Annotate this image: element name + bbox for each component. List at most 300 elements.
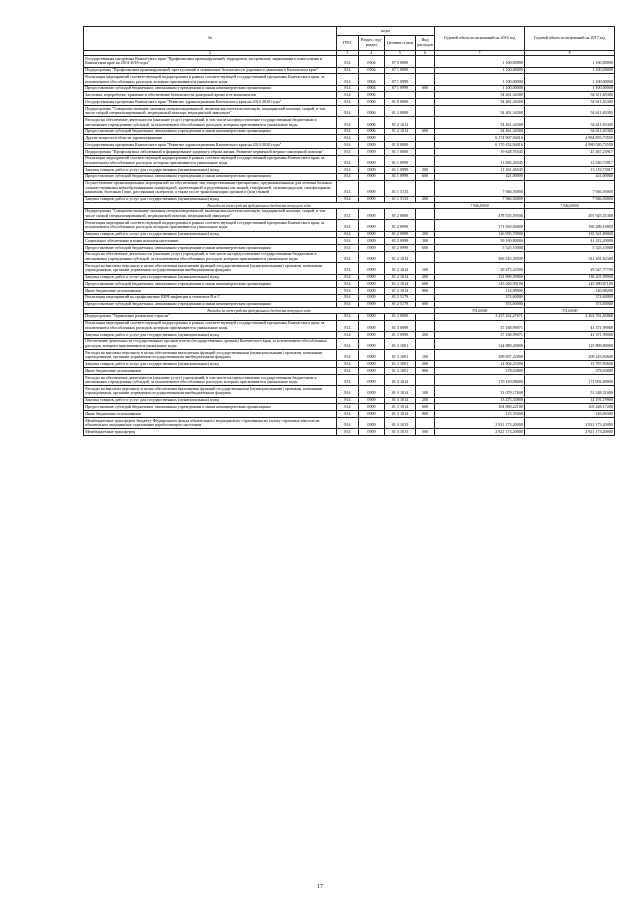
amount-2016: 5 525,10000 — [435, 245, 525, 252]
grbs-code: 814 — [337, 67, 359, 74]
amount-2016: 14 904,23300 — [435, 361, 525, 368]
table-row — [84, 411, 615, 418]
grbs-code: 814 — [337, 245, 359, 252]
grbs-code: 814 — [337, 411, 359, 418]
amount-2017: 41 371,99068 — [525, 331, 615, 338]
expense-type-code: 600 — [416, 245, 435, 252]
expense-type-code: 600 — [416, 173, 435, 180]
table-body — [84, 56, 615, 436]
target-code: 07 1 0000 — [385, 67, 416, 74]
expense-type-code — [416, 74, 435, 85]
amount-2017: 41 222,20000 — [525, 238, 615, 245]
amount-2017: 180 289,10000 — [525, 220, 615, 231]
table-row — [84, 135, 615, 142]
amount-2016: 39 169,80000 — [435, 238, 525, 245]
expense-type-code: 200 — [416, 331, 435, 338]
section-code: 0909 — [359, 167, 385, 174]
expense-name: Межбюджетные трансферты — [84, 429, 337, 436]
grbs-code: 814 — [337, 135, 359, 142]
amount-2017: 7 946,50000 — [525, 180, 615, 196]
expense-name: Предоставление субсидий бюджетным, автономным учреждениям и иным некоммерческим организациям — [84, 245, 337, 252]
amount-2016: 7 946,50000 — [435, 180, 525, 196]
column-number: 7 — [435, 51, 525, 56]
amount-2017: 54 611,65300 — [525, 92, 615, 99]
amount-2017: 136 201,99000 — [525, 274, 615, 281]
expense-name: Подпрограмма "Управление развитием отрасли" — [84, 313, 337, 320]
amount-2016: 11 261,26545 — [435, 167, 525, 174]
table-row — [84, 338, 615, 349]
target-code: 01 2 1014 — [385, 251, 416, 262]
expense-name: Подпрограмма "Профилактика правонарушений, преступлений и повышение безопасности дорожного движения в Камчатском крае" — [84, 67, 337, 74]
target-code: 07 1 0999 — [385, 74, 416, 85]
grbs-code: 814 — [337, 142, 359, 149]
expense-type-code: 100 — [416, 263, 435, 274]
target-code: 01 3 1001 — [385, 368, 416, 375]
amount-2017: 5 525,10000 — [525, 245, 615, 252]
expense-type-code: 200 — [416, 397, 435, 404]
amount-2017: 15 787,83600 — [525, 361, 615, 368]
table-row — [84, 167, 615, 174]
table-row — [84, 173, 615, 180]
section-code: 0909 — [359, 173, 385, 180]
grbs-code: 814 — [337, 263, 359, 274]
table-row — [84, 301, 615, 308]
grbs-code: 814 — [337, 417, 359, 428]
col-header-2016: Годовой объем ассигнований на 2016 год — [435, 27, 525, 51]
expense-type-code: 600 — [416, 128, 435, 135]
amount-2017: 1 100,00000 — [525, 85, 615, 92]
grbs-code: 814 — [337, 56, 359, 67]
table-row — [84, 106, 615, 117]
amount-2017: 4 980 020,73550 — [525, 142, 615, 149]
grbs-code: 814 — [337, 397, 359, 404]
expense-type-code: 200 — [416, 167, 435, 174]
amount-2017: 13 540,73917 — [525, 155, 615, 166]
column-number: 5 — [385, 51, 416, 56]
table-row — [84, 238, 615, 245]
section-code: 0909 — [359, 374, 385, 385]
amount-2016: 54 461,34300 — [435, 128, 525, 135]
amount-2016: 51 079,17600 — [435, 386, 525, 397]
section-code: 0909 — [359, 417, 385, 428]
amount-2016: 170 149,08600 — [435, 374, 525, 385]
target-code: 01 2 1014 — [385, 288, 416, 295]
target-code — [385, 135, 416, 142]
table-row — [84, 368, 615, 375]
table-row — [84, 245, 615, 252]
section-code: 0909 — [359, 404, 385, 411]
expense-name: Межбюджетные трансферты бюджету Федерального фонда обязательного медицинского страхования на уплату страховых взносов на обязательное медицинское страхование неработающего населения — [84, 417, 337, 428]
amount-2017: 54 611,65300 — [525, 99, 615, 106]
expense-type-code — [416, 294, 435, 301]
section-code: 0909 — [359, 313, 385, 320]
table-row — [84, 196, 615, 203]
section-code: 0909 — [359, 155, 385, 166]
expense-type-code — [416, 417, 435, 428]
target-code: 01 3 1014 — [385, 374, 416, 385]
amount-2017: 2 921 173,20000 — [525, 417, 615, 428]
grbs-code: 814 — [337, 294, 359, 301]
section-code: 0906 — [359, 92, 385, 99]
expense-name: Предоставление субсидий бюджетным, автономным учреждениям и иным некоммерческим организациям — [84, 128, 337, 135]
expense-type-code — [416, 220, 435, 231]
expense-type-code: 300 — [416, 238, 435, 245]
target-code: 01 2 1014 — [385, 128, 416, 135]
expense-name: Подпрограмма "Профилактика заболеваний и формирование здорового образа жизни. Развитие первичной медико-санитарной помощи" — [84, 148, 337, 155]
target-code: 01 3 0000 — [385, 313, 416, 320]
section-code: 0909 — [359, 245, 385, 252]
section-code: 0909 — [359, 294, 385, 301]
target-code: 01 2 0000 — [385, 106, 416, 117]
section-code: 0909 — [359, 220, 385, 231]
amount-2016: 3 257 162,27671 — [435, 313, 525, 320]
table-row — [84, 404, 615, 411]
grbs-code: 814 — [337, 74, 359, 85]
table-row — [84, 99, 615, 106]
expense-name: Предоставление субсидий бюджетным, автономным учреждениям и иным некоммерческим организациям — [84, 301, 337, 308]
expense-type-code — [416, 374, 435, 385]
table-row — [84, 417, 615, 428]
expense-type-code — [416, 338, 435, 349]
grbs-code: 814 — [337, 374, 359, 385]
table-row — [84, 208, 615, 219]
expense-type-code — [416, 142, 435, 149]
amount-2016: 104 869,22100 — [435, 404, 525, 411]
grbs-code: 814 — [337, 117, 359, 128]
expense-type-code — [416, 180, 435, 196]
amount-2016: 54 461,34300 — [435, 106, 525, 117]
grbs-code: 814 — [337, 128, 359, 135]
amount-2016: 145 020,59100 — [435, 281, 525, 288]
table-row — [84, 281, 615, 288]
amount-2016: 278,03800 — [435, 368, 525, 375]
amount-2016: 6 170 432,94016 — [435, 142, 525, 149]
grbs-code: 814 — [337, 155, 359, 166]
amount-2016: 125,35000 — [435, 411, 525, 418]
target-code: 01 0 0000 — [385, 99, 416, 106]
section-code: 0904 — [359, 74, 385, 85]
column-number: 8 — [525, 51, 615, 56]
amount-2017: 1 100,00000 — [525, 56, 615, 67]
amount-2016: 374,60000 — [435, 308, 525, 314]
table-row — [84, 313, 615, 320]
amount-2017: 29 547,77700 — [525, 263, 615, 274]
expense-name: Реализация мероприятий по профилактике ВИЧ-инфекции и гепатитов В и С — [84, 294, 337, 301]
grbs-code: 814 — [337, 313, 359, 320]
grbs-code: 814 — [337, 320, 359, 331]
amount-2016: 1 100,00000 — [435, 74, 525, 85]
table-row — [84, 294, 615, 301]
grbs-code: 814 — [337, 148, 359, 155]
target-code: 07 1 0999 — [385, 85, 416, 92]
grbs-code: 814 — [337, 173, 359, 180]
expense-type-code — [416, 208, 435, 219]
section-code: 0909 — [359, 361, 385, 368]
target-code: 01 2 0999 — [385, 245, 416, 252]
grbs-code: 814 — [337, 338, 359, 349]
target-code: 01 3 1014 — [385, 404, 416, 411]
amount-2017: 374,60000 — [525, 308, 615, 314]
target-code: 01 2 1014 — [385, 281, 416, 288]
table-row — [84, 92, 615, 99]
expense-type-code: 800 — [416, 368, 435, 375]
expense-type-code: 600 — [416, 404, 435, 411]
target-code: 01 2 0999 — [385, 231, 416, 238]
expense-name: Закупка товаров, работ и услуг для государственных (муниципальных) нужд — [84, 231, 337, 238]
amount-2016: 2 921 173,20000 — [435, 429, 525, 436]
amount-2017: 4 984 855,73550 — [525, 135, 615, 142]
amount-2017: 374,60000 — [525, 301, 615, 308]
amount-2016: 124 880,20000 — [435, 338, 525, 349]
section-code: 0906 — [359, 106, 385, 117]
target-code: 01 3 1014 — [385, 397, 416, 404]
expense-name: Иные бюджетные ассигнования — [84, 288, 337, 295]
expense-name: Расходы на обеспечение деятельности (оказание услуг) учреждений, в том числе на предоставление государственным бюджетным и автономным учреждениям субсидий, за исключением обособленных расходов, которым присваиваются уникальные коды — [84, 374, 337, 385]
expense-name: Заготовка, переработка, хранение и обеспечение безопасности донорской крови и ее компонентов — [84, 92, 337, 99]
expense-type-code: 200 — [416, 361, 435, 368]
target-code: 01 3 1014 — [385, 411, 416, 418]
target-code: 01 0 0000 — [385, 142, 416, 149]
amount-2016: 171 650,60000 — [435, 220, 525, 231]
expense-name: Закупка товаров, работ и услуг для государственных (муниципальных) нужд — [84, 196, 337, 203]
expense-name: Реализация мероприятий соответствующей подпрограммы в рамках соответствующей государственной программы Камчатского края, за исключением обособленных расходов, которым присваиваются уникальные коды — [84, 320, 337, 331]
amount-2016: 7 946,50000 — [435, 203, 525, 209]
target-code: 01 2 1014 — [385, 263, 416, 274]
target-code: 01 2 1014 — [385, 274, 416, 281]
section-code: 0909 — [359, 208, 385, 219]
table-row — [84, 350, 615, 361]
section-code: 0909 — [359, 274, 385, 281]
grbs-code: 814 — [337, 220, 359, 231]
amount-2017: 21 467,23917 — [525, 148, 615, 155]
table-row — [84, 67, 615, 74]
amount-2016: 1 100,00000 — [435, 67, 525, 74]
target-code: 01 3 1001 — [385, 361, 416, 368]
expense-name: Иные бюджетные ассигнования — [84, 411, 337, 418]
amount-2017: 3 263 781,65868 — [525, 313, 615, 320]
section-code: 0909 — [359, 350, 385, 361]
section-code: 0904 — [359, 56, 385, 67]
expense-name: Осуществление организационных мероприятий по обеспечению лиц лекарственными препаратами, предназначенными для лечения больных злокачественными новообразованиями лимфоидной, кроветворной и родственных им тканей, гемофилией, муковисцидозом, гипофизарным нанизмом, болезнью Гоше, рассеянным склерозом, а также после трансплантации органов и (или) тканей — [84, 180, 337, 196]
expense-name: Подпрограмма "Совершенствование оказания специализированной, включая высокотехнологичную, медицинской помощи, скорой, в том числе скорой специализированной, медицинской помощи, медицинской эвакуации" — [84, 106, 337, 117]
table-row — [84, 251, 615, 262]
amount-2016: 54 461,34300 — [435, 92, 525, 99]
amount-2017: 374,60000 — [525, 294, 615, 301]
amount-2016: 37 168,99071 — [435, 331, 525, 338]
amount-2017: 311 261,62300 — [525, 251, 615, 262]
section-code: 0909 — [359, 142, 385, 149]
amount-2016: 37 168,99071 — [435, 320, 525, 331]
target-code: 01 2 5179 — [385, 294, 416, 301]
section-code: 0909 — [359, 148, 385, 155]
amount-2016: 13 475,33900 — [435, 397, 525, 404]
expense-type-code: 800 — [416, 411, 435, 418]
target-code: 01 2 0999 — [385, 220, 416, 231]
col-header-expense-type: Вид расходов — [416, 36, 435, 51]
amount-2017: 54 611,65300 — [525, 128, 615, 135]
col-header-grbs: ГРБС — [337, 36, 359, 51]
expense-type-code: 600 — [416, 281, 435, 288]
table-row — [84, 155, 615, 166]
expense-type-code — [416, 106, 435, 117]
target-code: 01 3 0999 — [385, 320, 416, 331]
expense-type-code — [416, 251, 435, 262]
amount-2017: 54 611,65300 — [525, 117, 615, 128]
target-code: 01 3 0999 — [385, 331, 416, 338]
table-row — [84, 361, 615, 368]
expense-type-code — [416, 148, 435, 155]
expense-name: Расходы на выплаты персоналу в целях обеспечения выполнения функций государственными (муниципальными) органами, казенными учреждениями, органами управления государственными внебюджетными фондами — [84, 263, 337, 274]
section-code: 0906 — [359, 128, 385, 135]
amount-2017: 7 946,50000 — [525, 203, 615, 209]
table-row — [84, 274, 615, 281]
amount-2016: 11 682,26545 — [435, 155, 525, 166]
page-number: 17 — [317, 884, 323, 890]
table-row — [84, 56, 615, 67]
grbs-code: 814 — [337, 251, 359, 262]
amount-2016: 109 697,22000 — [435, 350, 525, 361]
amount-2016: 374,60000 — [435, 294, 525, 301]
amount-2016: 126 955,70000 — [435, 231, 525, 238]
grbs-code: 814 — [337, 288, 359, 295]
table-row — [84, 180, 615, 196]
table-row — [84, 231, 615, 238]
expense-name: Закупка товаров, работ и услуг для государственных (муниципальных) нужд — [84, 274, 337, 281]
amount-2017: 2 921 173,20000 — [525, 429, 615, 436]
expense-name: Закупка товаров, работ и услуг для государственных (муниципальных) нужд — [84, 397, 337, 404]
grbs-code: 814 — [337, 208, 359, 219]
expense-type-code — [416, 56, 435, 67]
target-code: 01 1 0000 — [385, 148, 416, 155]
grbs-code: 814 — [337, 368, 359, 375]
expense-name: Государственная программа Камчатского края "Развитие здравоохранения Камчатского края на 2014-2020 годы" — [84, 99, 337, 106]
expense-type-code — [416, 117, 435, 128]
amount-2017: 421,00000 — [525, 173, 615, 180]
amount-2016: 1 100,00000 — [435, 56, 525, 67]
section-code: 0909 — [359, 251, 385, 262]
section-code: 0909 — [359, 331, 385, 338]
section-code: 0909 — [359, 238, 385, 245]
amount-2017: 171 092,69000 — [525, 374, 615, 385]
expense-name: Предоставление субсидий бюджетным, автономным учреждениям и иным некоммерческим организациям — [84, 173, 337, 180]
amount-2016: 306 510,39500 — [435, 251, 525, 262]
grbs-code: 814 — [337, 281, 359, 288]
col-header-no: № — [84, 27, 337, 51]
expense-name: Социальное обеспечение и иные выплаты населению — [84, 238, 337, 245]
grbs-code: 814 — [337, 92, 359, 99]
section-code: 0909 — [359, 368, 385, 375]
target-code: 01 2 1014 — [385, 117, 416, 128]
column-number: 2 — [84, 51, 337, 56]
expense-type-code: 800 — [416, 288, 435, 295]
target-code: 01 3 1015 — [385, 429, 416, 436]
funding-source-note: Расходы за счет средств федерального бюджета текущего года — [84, 308, 435, 314]
expense-name: Закупка товаров, работ и услуг для государственных (муниципальных) нужд — [84, 361, 337, 368]
expense-name: Расходы на выплаты персоналу в целях обеспечения выполнения функций государственными (муниципальными) органами, казенными учреждениями, органами управления государственными внебюджетными фондами — [84, 350, 337, 361]
amount-2016: 6 174 907,94016 — [435, 135, 525, 142]
column-number: 6 — [416, 51, 435, 56]
amount-2016: 19 628,76545 — [435, 148, 525, 155]
section-code: 0904 — [359, 85, 385, 92]
section-code: 0904 — [359, 67, 385, 74]
col-header-section: Раздел, под-раздел — [359, 36, 385, 51]
amount-2017: 1 100,00000 — [525, 67, 615, 74]
expense-type-code — [416, 155, 435, 166]
expense-type-code — [416, 320, 435, 331]
target-code: 07 0 0000 — [385, 56, 416, 67]
section-code: 0909 — [359, 320, 385, 331]
section-code: 0906 — [359, 99, 385, 106]
amount-2017: 51 348,31600 — [525, 386, 615, 397]
expense-name: Предоставление субсидий бюджетным, автономным учреждениям и иным некоммерческим организациям — [84, 85, 337, 92]
table-row — [84, 74, 615, 85]
col-header-codes: коды — [337, 27, 435, 36]
table-row — [84, 331, 615, 338]
amount-2017: 54 611,65300 — [525, 106, 615, 117]
amount-2017: 135 541,80000 — [525, 231, 615, 238]
table-row — [84, 142, 615, 149]
col-header-target: Целевая статья — [385, 36, 416, 51]
amount-2016: 1 100,00000 — [435, 85, 525, 92]
target-code: 01 2 5179 — [385, 301, 416, 308]
grbs-code: 814 — [337, 350, 359, 361]
expense-name: Подпрограмма "Совершенствование оказания специализированной, включая высокотехнологичную, медицинской помощи, скорой, в том числе скорой специализированной, медицинской помощи, медицинской эвакуации" — [84, 208, 337, 219]
section-code: 0909 — [359, 411, 385, 418]
target-code: 01 1 0999 — [385, 173, 416, 180]
grbs-code: 814 — [337, 331, 359, 338]
amount-2017: 120,98200 — [525, 288, 615, 295]
target-code: 01 2 0999 — [385, 238, 416, 245]
amount-2016: 114,99900 — [435, 288, 525, 295]
grbs-code: 814 — [337, 361, 359, 368]
amount-2017: 109 243,92600 — [525, 350, 615, 361]
amount-2016: 2 921 173,20000 — [435, 417, 525, 428]
expense-type-code: 200 — [416, 231, 435, 238]
grbs-code: 814 — [337, 99, 359, 106]
grbs-code: 814 — [337, 238, 359, 245]
col-header-2017: Годовой объем ассигнований на 2017 год — [525, 27, 615, 51]
table-row — [84, 148, 615, 155]
table-header — [84, 27, 615, 56]
expense-name: Реализация мероприятий соответствующей подпрограммы в рамках соответствующей государственной программы Камчатского края, за исключением обособленных расходов, которым присваиваются уникальные коды — [84, 74, 337, 85]
expense-type-code: 600 — [416, 301, 435, 308]
table-row — [84, 386, 615, 397]
column-number: 3 — [337, 51, 359, 56]
target-code: 01 1 0999 — [385, 155, 416, 166]
grbs-code: 814 — [337, 85, 359, 92]
table-row — [84, 374, 615, 385]
expense-name: Расходы на обеспечение деятельности (оказание услуг) учреждений, в том числе на предоставление государственным бюджетным и автономным учреждениям субсидий, за исключением обособленных расходов, которым присваиваются уникальные коды — [84, 251, 337, 262]
grbs-code: 814 — [337, 231, 359, 238]
table-row — [84, 320, 615, 331]
amount-2017: 278,03800 — [525, 368, 615, 375]
grbs-code: 814 — [337, 301, 359, 308]
grbs-code: 814 — [337, 106, 359, 117]
section-code: 0909 — [359, 263, 385, 274]
amount-2017: 7 946,50000 — [525, 196, 615, 203]
expense-name: Государственная программа Камчатского края "Развитие здравоохранения Камчатского края на 2014-2020 годы" — [84, 142, 337, 149]
amount-2016: 54 461,34300 — [435, 99, 525, 106]
expense-name: Иные бюджетные ассигнования — [84, 368, 337, 375]
table-row — [84, 288, 615, 295]
funding-source-note: Расходы за счет средств федерального бюджета текущего года — [84, 203, 435, 209]
section-code: 0909 — [359, 338, 385, 349]
amount-2017: 1 100,00000 — [525, 74, 615, 85]
expense-type-code: 500 — [416, 429, 435, 436]
section-code: 0909 — [359, 386, 385, 397]
amount-2017: 14 191,19900 — [525, 397, 615, 404]
target-code: 01 1 0999 — [385, 167, 416, 174]
